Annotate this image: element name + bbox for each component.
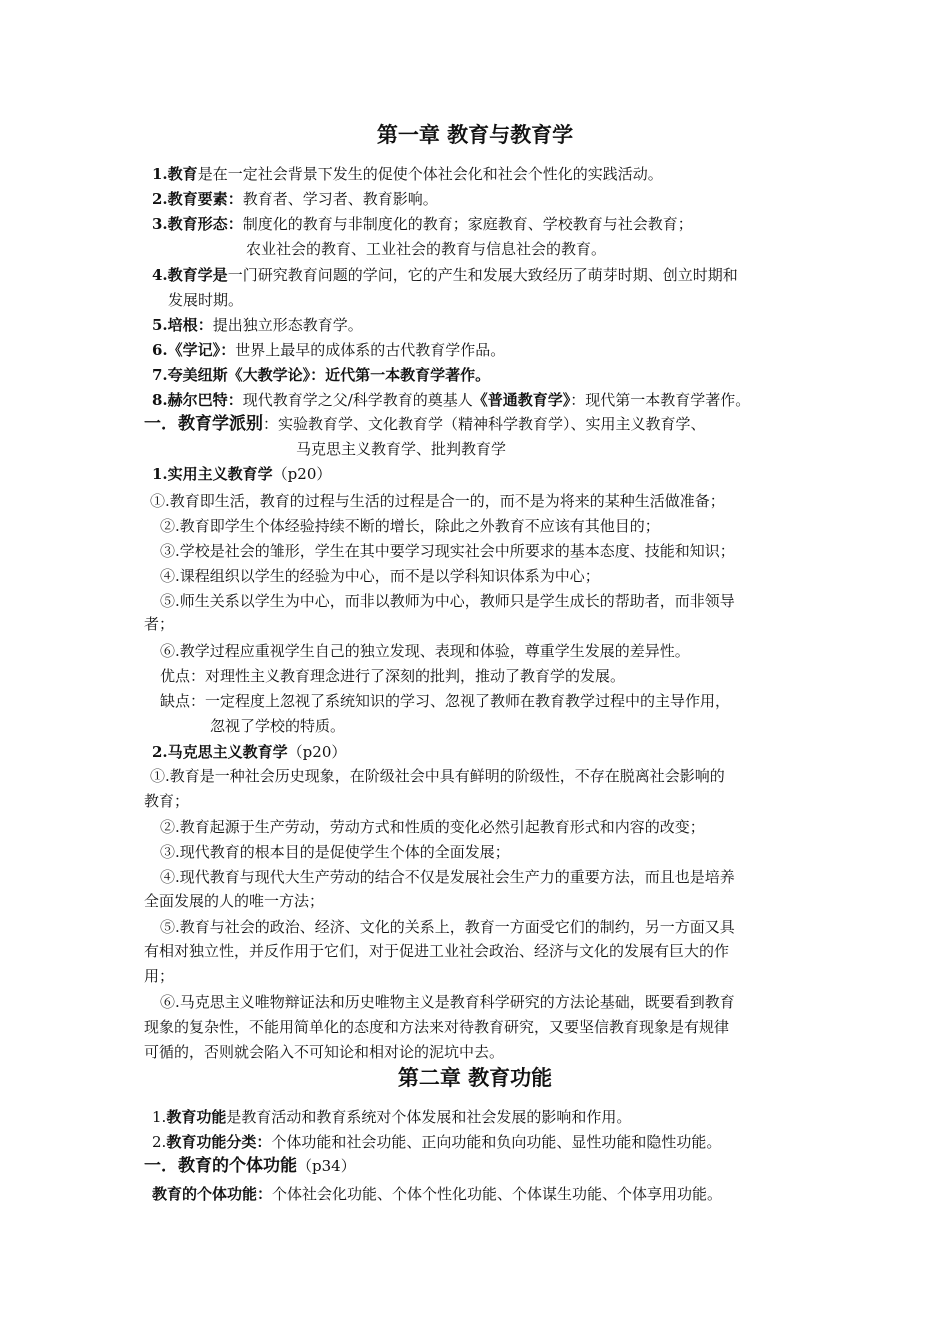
list-item: ①.教育即生活，教育的过程与生活的过程是合一的，而不是为将来的某种生活做准备； [150, 492, 725, 510]
term: 赫尔巴特 [167, 391, 228, 409]
definition-bacon: 5.培根：提出独立形态教育学。 [152, 316, 363, 334]
list-item: ⑥.马克思主义唯物辩证法和历史唯物主义是教育科学研究的方法论基础，既要看到教育 [160, 993, 735, 1011]
definition-education-function: 1.教育功能是教育活动和教育系统对个体发展和社会发展的影响和作用。 [152, 1108, 632, 1126]
term: 教育要素 [167, 190, 228, 208]
cons-text: 缺点：一定程度上忽视了系统知识的学习、忽视了教师在教育教学过程中的主导作用， [160, 692, 731, 710]
section-heading: 教育学派别 [178, 414, 263, 434]
list-item: ②.教育起源于生产劳动，劳动方式和性质的变化必然引起教育形式和内容的改变； [160, 818, 705, 836]
list-item: ④.课程组织以学生的经验为中心，而不是以学科知识体系为中心； [160, 567, 600, 585]
term: 教育 [167, 165, 198, 183]
list-item: ②.教育即学生个体经验持续不断的增长，除此之外教育不应该有其他目的； [160, 517, 660, 535]
list-item: ③.学校是社会的雏形，学生在其中要学习现实社会中所要求的基本态度、技能和知识； [160, 542, 735, 560]
definition-pedagogy: 4.教育学是一门研究教育问题的学问，它的产生和发展大致经历了萌芽时期、创立时期和 [152, 266, 738, 284]
term: 教育学是 [167, 266, 228, 284]
pros-text: 优点：对理性主义教育理念进行了深刻的批判，推动了教育学的发展。 [160, 667, 626, 685]
list-item-cont: 有相对独立性，并反作用于它们，对于促进工业社会政治、经济与文化的发展有巨大的作 [144, 942, 730, 960]
list-item: ①.教育是一种社会历史现象，在阶级社会中具有鲜明的阶级性，不存在脱离社会影响的 [150, 767, 725, 785]
term: 《普通教育学》 [472, 391, 571, 409]
list-item: ④.现代教育与现代大生产劳动的结合不仅是发展社会生产力的重要方法，而且也是培养 [160, 868, 735, 886]
definition-education-forms-cont: 农业社会的教育、工业社会的教育与信息社会的教育。 [246, 240, 607, 258]
definition-xueji: 6.《学记》：世界上最早的成体系的古代教育学作品。 [152, 341, 506, 359]
term: 教育功能 [166, 1108, 227, 1126]
term: 《学记》 [167, 341, 221, 359]
list-item-cont: 全面发展的人的唯一方法； [144, 892, 325, 910]
list-item: ⑤.师生关系以学生为中心，而非以教师为中心，教师只是学生成长的帮助者，而非领导 [160, 592, 735, 610]
list-item-cont: 教育； [144, 792, 190, 810]
subsection-heading-marxism: 2.马克思主义教育学（p20） [152, 743, 347, 761]
term: 教育形态 [167, 215, 228, 233]
list-item-cont: 者； [144, 615, 175, 633]
list-item: ③.现代教育的根本目的是促使学生个体的全面发展； [160, 843, 510, 861]
definition-comenius: 7.夸美纽斯《大教学论》：近代第一本教育学著作。 [152, 366, 491, 384]
term: 教育的个体功能 [152, 1185, 258, 1203]
section-individual-function: 一．教育的个体功能（p34） [144, 1156, 356, 1176]
chapter-title: 第二章 教育功能 [397, 1065, 553, 1090]
subsection-heading-pragmatism: 1.实用主义教育学（p20） [152, 465, 332, 483]
definition-function-types: 2.教育功能分类：个体功能和社会功能、正向功能和负向功能、显性功能和隐性功能。 [152, 1133, 722, 1151]
cons-text-cont: 忽视了学校的特质。 [210, 717, 346, 735]
section-schools-cont: 马克思主义教育学、批判教育学 [296, 440, 507, 458]
definition-education-forms: 3.教育形态：制度化的教育与非制度化的教育；家庭教育、学校教育与社会教育； [152, 215, 693, 233]
definition-education-elements: 2.教育要素：教育者、学习者、教育影响。 [152, 190, 438, 208]
list-item: ⑥.教学过程应重视学生自己的独立发现、表现和体验，尊重学生发展的差异性。 [160, 642, 690, 660]
list-item-cont: 现象的复杂性，不能用简单化的态度和方法来对待教育研究，又要坚信教育现象是有规律 [144, 1018, 730, 1036]
list-item: ⑤.教育与社会的政治、经济、文化的关系上，教育一方面受它们的制约，另一方面又具 [160, 918, 735, 936]
definition-herbart: 8.赫尔巴特：现代教育学之父/科学教育的奠基人《普通教育学》：现代第一本教育学著作。 [152, 391, 751, 409]
definition-education: 1.教育是在一定社会背景下发生的促使个体社会化和社会个性化的实践活动。 [152, 165, 663, 183]
definition-pedagogy-cont: 发展时期。 [168, 291, 244, 309]
list-item-cont: 用； [144, 967, 175, 985]
section-schools-of-pedagogy: 一．教育学派别：实验教育学、文化教育学（精神科学教育学）、实用主义教育学、 [144, 414, 706, 434]
definition-individual-function: 教育的个体功能：个体社会化功能、个体个性化功能、个体谋生功能、个体享用功能。 [152, 1185, 723, 1203]
list-item-cont: 可循的，否则就会陷入不可知论和相对论的泥坑中去。 [144, 1043, 505, 1061]
term: 培根 [167, 316, 198, 334]
section-heading: 教育的个体功能 [178, 1156, 297, 1176]
term: 教育功能分类 [166, 1133, 257, 1151]
chapter-title: 第一章 教育与教育学 [376, 122, 574, 147]
